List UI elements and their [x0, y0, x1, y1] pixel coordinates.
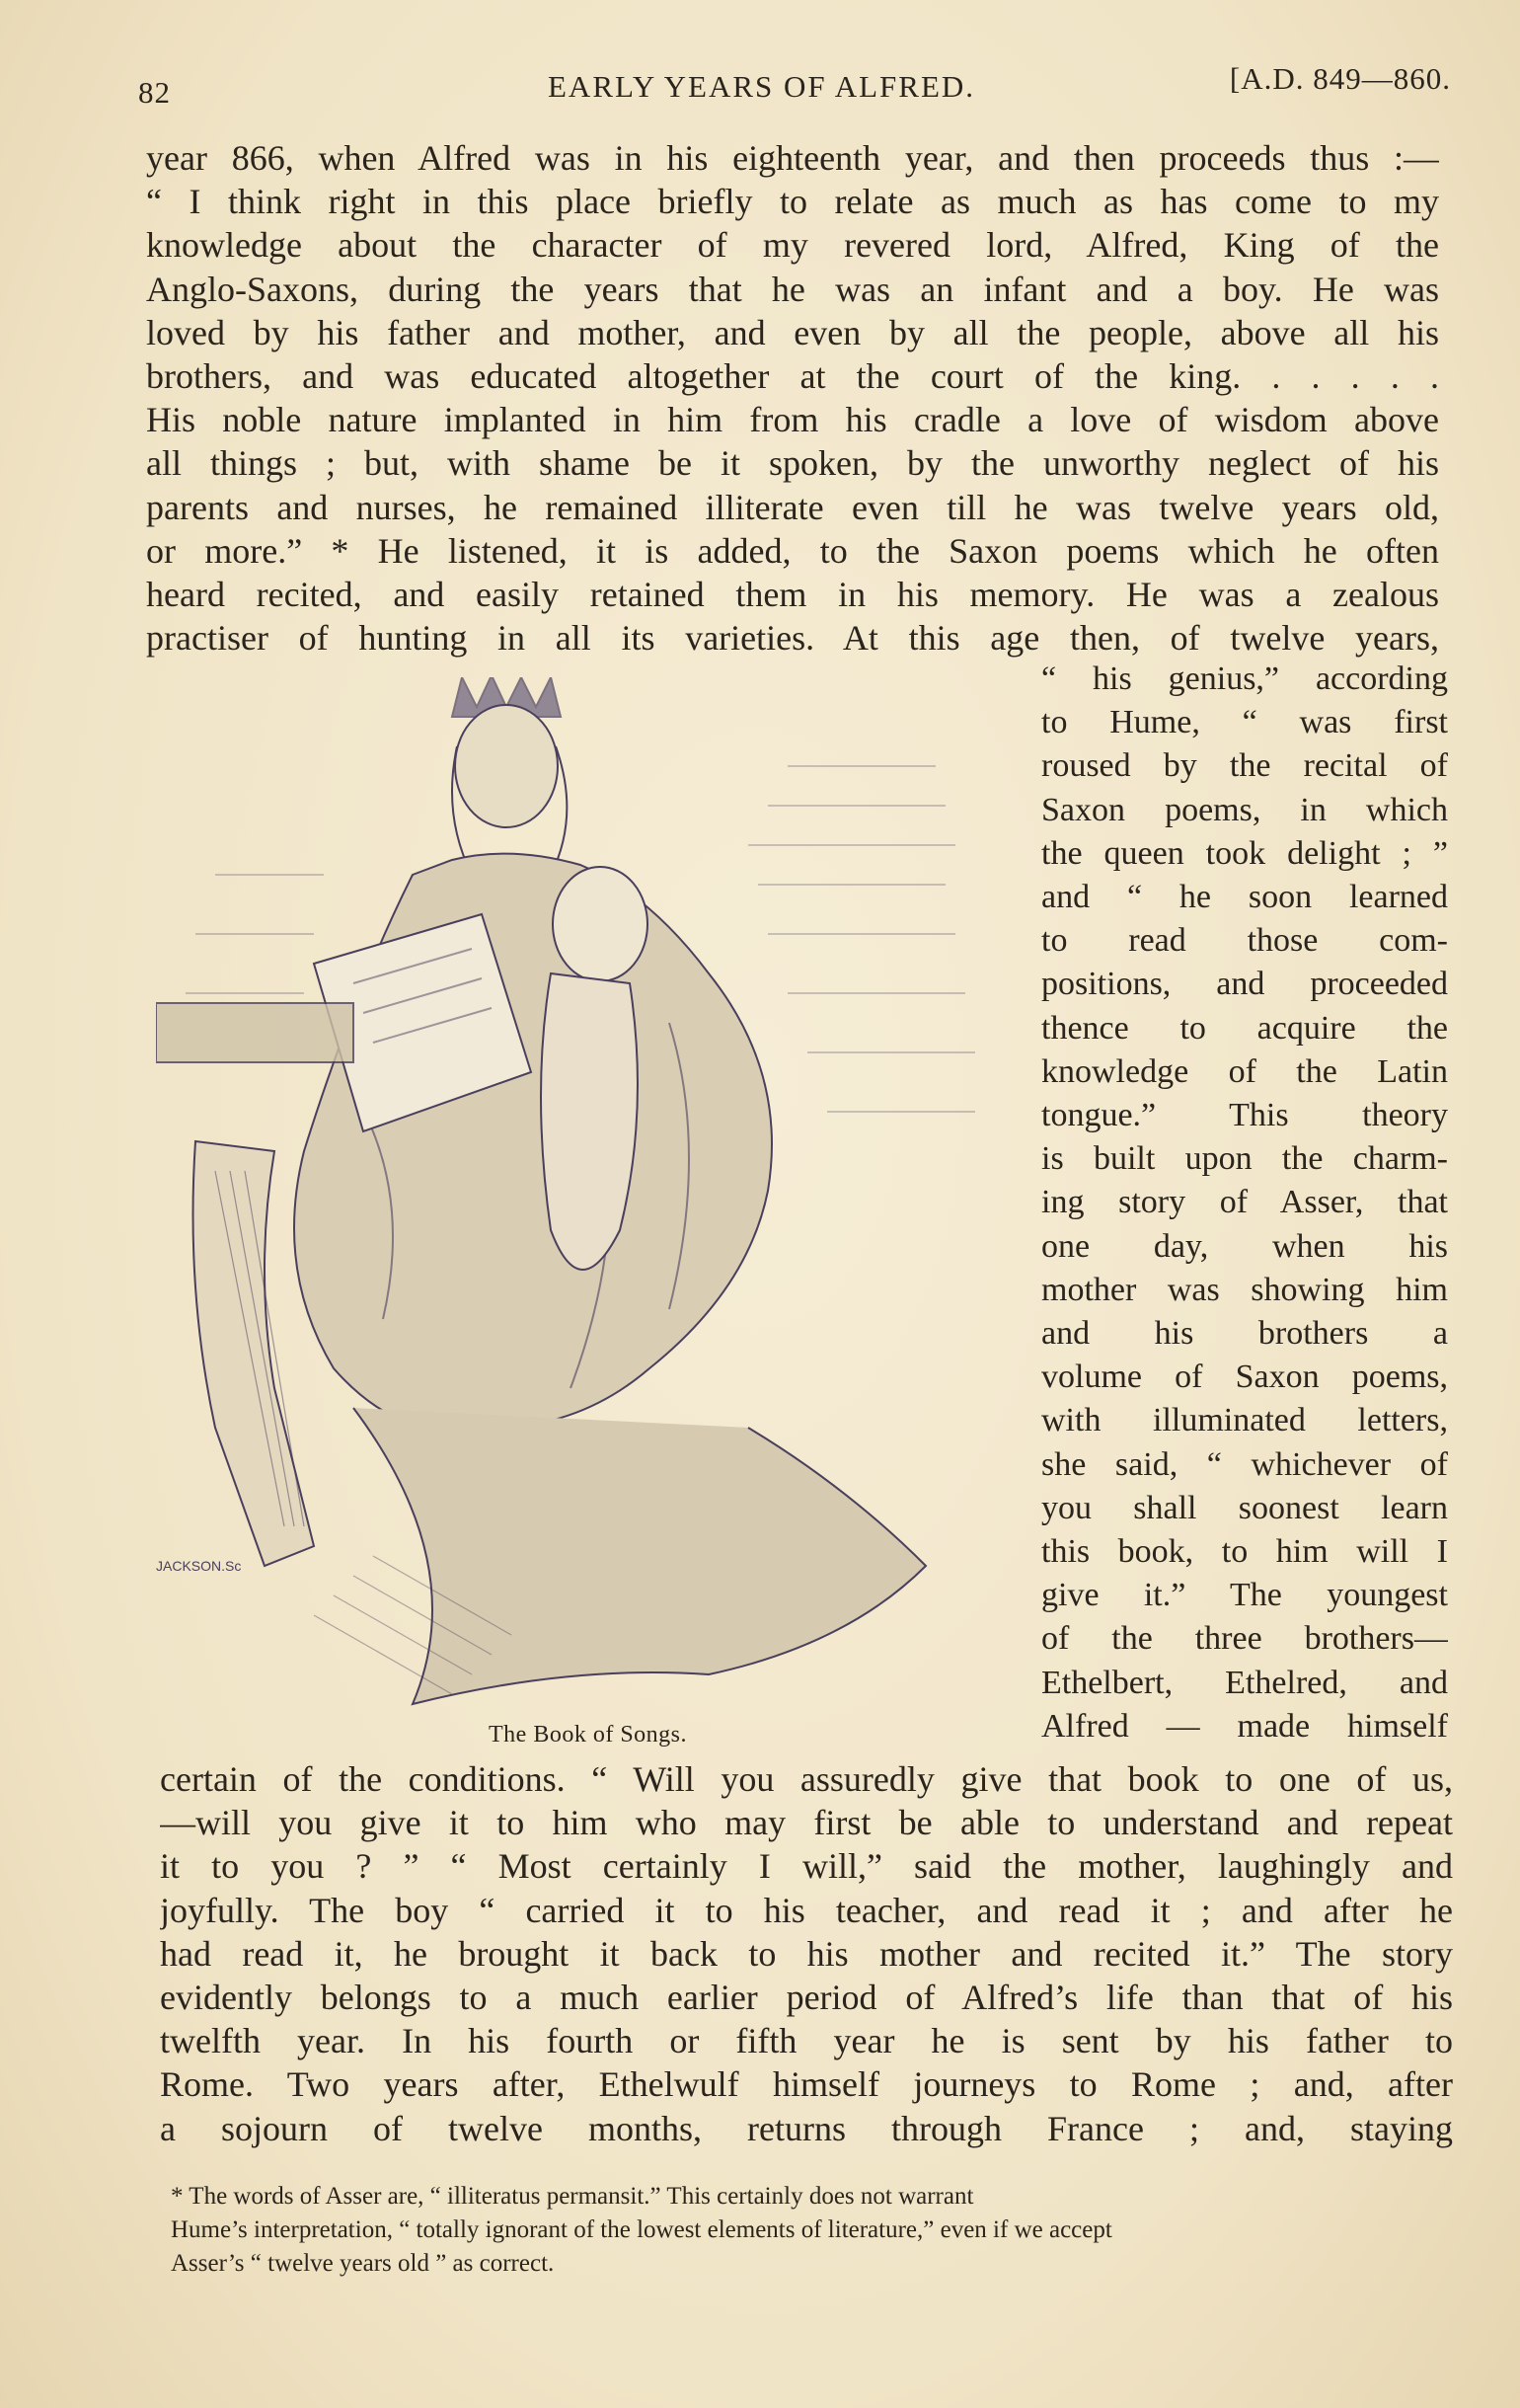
- text-line: the queen took delight ; ”: [1041, 834, 1448, 872]
- text-line: you shall soonest learn: [1041, 1489, 1448, 1526]
- text-line: this book, to him will I: [1041, 1533, 1448, 1571]
- text-line: to read those com-: [1041, 922, 1448, 960]
- text-line: all things ; but, with shame be it spoken, by the unworthy neglect of his: [146, 443, 1439, 484]
- running-title: EARLY YEARS OF ALFRED.: [548, 69, 976, 104]
- text-line: twelfth year. In his fourth or fifth year he is sent by his father to: [160, 2021, 1453, 2061]
- text-line: had read it, he brought it back to his mother and recited it.” The story: [160, 1933, 1453, 1974]
- text-line: practiser of hunting in all its varieties. At this age then, of twelve years,: [146, 618, 1439, 659]
- text-line: —will you give it to him who may first be able to understand and repeat: [160, 1803, 1453, 1843]
- text-line: “ his genius,” according: [1041, 660, 1448, 697]
- text-line: Ethelbert, Ethelred, and: [1041, 1664, 1448, 1701]
- body-text-top: [146, 136, 1439, 660]
- text-line: to Hume, “ was first: [1041, 704, 1448, 741]
- footnote-line: Hume’s interpretation, “ totally ignorant of the lowest elements of literature,” even if we accept: [171, 2216, 1112, 2243]
- page-number: 82: [138, 75, 171, 110]
- text-line: knowledge about the character of my revered lord, Alfred, King of the: [146, 225, 1439, 266]
- text-line: or more.” * He listened, it is added, to the Saxon poems which he often: [146, 530, 1439, 571]
- illustration-book-of-songs: [156, 677, 1005, 1724]
- footnote: [171, 2180, 1464, 2281]
- text-line: a sojourn of twelve months, returns through France ; and, staying: [160, 2108, 1453, 2148]
- text-line: Alfred — made himself: [1041, 1707, 1448, 1745]
- text-line: thence to acquire the: [1041, 1009, 1448, 1047]
- footnote-line: * The words of Asser are, “ illiteratus permansit.” This certainly does not warrant: [171, 2183, 974, 2210]
- text-line: Rome. Two years after, Ethelwulf himself journeys to Rome ; and, after: [160, 2064, 1453, 2105]
- text-line: tongue.” This theory: [1041, 1097, 1448, 1134]
- text-line: His noble nature implanted in him from his cradle a love of wisdom above: [146, 400, 1439, 440]
- text-line: brothers, and was educated altogether at the court of the king. . . . . .: [146, 356, 1439, 397]
- text-line: give it.” The youngest: [1041, 1577, 1448, 1614]
- text-line: parents and nurses, he remained illiterate even till he was twelve years old,: [146, 487, 1439, 527]
- text-line: she said, “ whichever of: [1041, 1445, 1448, 1483]
- text-line: ing story of Asser, that: [1041, 1184, 1448, 1221]
- text-line: “ I think right in this place briefly to relate as much as has come to my: [146, 182, 1439, 222]
- date-range: [A.D. 849—860.: [1229, 61, 1451, 96]
- footnote-line: Asser’s “ twelve years old ” as correct.: [171, 2250, 555, 2277]
- text-line: evidently belongs to a much earlier period of Alfred’s life than that of his: [160, 1978, 1453, 2018]
- engraver-signature: JACKSON.Sc: [156, 1558, 242, 1574]
- figure-caption: The Book of Songs.: [489, 1722, 687, 1748]
- text-line: of the three brothers—: [1041, 1620, 1448, 1658]
- text-line: with illuminated letters,: [1041, 1402, 1448, 1439]
- body-text-side: [1041, 658, 1448, 1748]
- text-line: roused by the recital of: [1041, 747, 1448, 785]
- text-line: Anglo-Saxons, during the years that he was an infant and a boy. He was: [146, 269, 1439, 309]
- text-line: certain of the conditions. “ Will you assuredly give that book to one of us,: [160, 1759, 1453, 1799]
- text-line: loved by his father and mother, and even by all the people, above all his: [146, 312, 1439, 352]
- text-line: Saxon poems, in which: [1041, 791, 1448, 828]
- text-line: joyfully. The boy “ carried it to his teacher, and read it ; and after he: [160, 1890, 1453, 1930]
- text-line: volume of Saxon poems,: [1041, 1359, 1448, 1396]
- text-line: and his brothers a: [1041, 1315, 1448, 1353]
- engraving-image: [156, 677, 1005, 1724]
- text-line: heard recited, and easily retained them in his memory. He was a zealous: [146, 575, 1439, 615]
- text-line: mother was showing him: [1041, 1271, 1448, 1308]
- body-text-bottom: [160, 1757, 1453, 2150]
- text-line: it to you ? ” “ Most certainly I will,” said the mother, laughingly and: [160, 1846, 1453, 1887]
- page-header: [138, 61, 1451, 120]
- text-line: knowledge of the Latin: [1041, 1052, 1448, 1090]
- text-line: and “ he soon learned: [1041, 879, 1448, 916]
- text-line: one day, when his: [1041, 1227, 1448, 1265]
- text-line: positions, and proceeded: [1041, 966, 1448, 1003]
- text-line: year 866, when Alfred was in his eighteenth year, and then proceeds thus :—: [146, 138, 1439, 178]
- text-line: is built upon the charm-: [1041, 1140, 1448, 1178]
